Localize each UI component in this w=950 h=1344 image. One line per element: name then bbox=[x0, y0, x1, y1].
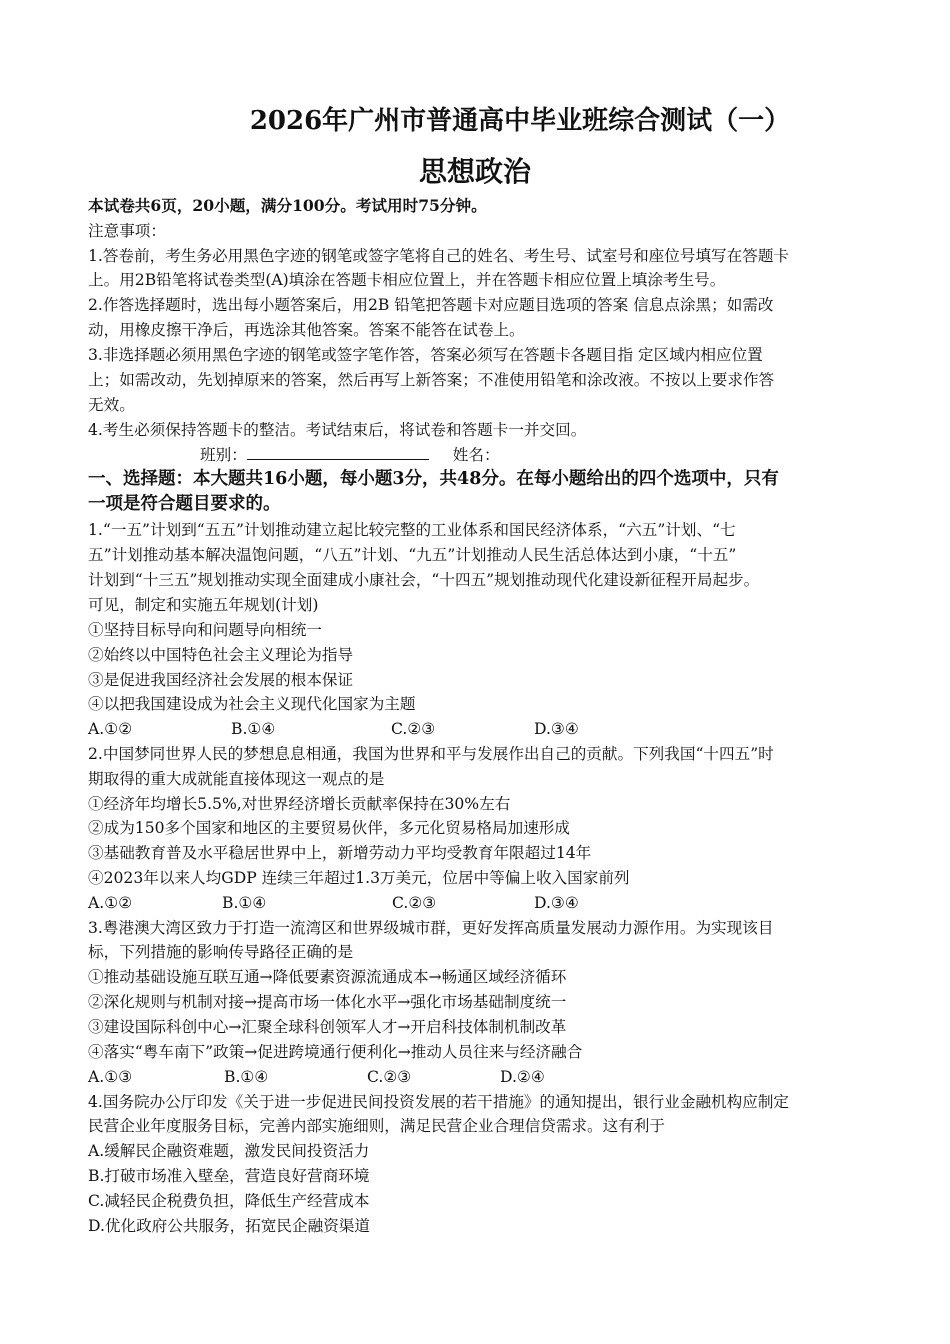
q2-item: ③基础教育普及水平稳居世界中上，新增劳动力平均受教育年限超过14年 bbox=[88, 844, 592, 862]
q2-option-d[interactable]: D.③④ bbox=[534, 894, 579, 912]
notice-line: 无效。 bbox=[88, 396, 135, 414]
q3-option-a[interactable]: A.①③ bbox=[88, 1068, 133, 1086]
exam-title: 2026年广州市普通高中毕业班综合测试（一） bbox=[249, 106, 791, 136]
q2-option-c[interactable]: C.②③ bbox=[392, 894, 437, 912]
q2-item: ②成为150多个国家和地区的主要贸易伙伴，多元化贸易格局加速形成 bbox=[88, 819, 570, 837]
q2-options bbox=[88, 893, 579, 913]
q1-option-c[interactable]: C.②③ bbox=[391, 720, 436, 738]
q2-item: ①经济年均增长5.5%,对世界经济增长贡献率保持在30%左右 bbox=[88, 795, 511, 813]
q3-stem: 标，下列措施的影响传导路径正确的是 bbox=[88, 943, 354, 961]
q1-stem: 可见，制定和实施五年规划(计划) bbox=[88, 596, 319, 614]
q1-item: ③是促进我国经济社会发展的根本保证 bbox=[88, 671, 354, 689]
q1-stem: 1.“一五”计划到“五五”计划推动建立起比较完整的工业体系和国民经济体系，“六五”计划、“七 bbox=[88, 521, 736, 539]
q3-item: ④落实“粤车南下”政策→促进跨境通行便利化→推动人员往来与经济融合 bbox=[88, 1043, 583, 1061]
notice-line: 动，用橡皮擦干净后，再选涂其他答案。答案不能答在试卷上。 bbox=[88, 321, 525, 339]
class-label: 班别： bbox=[200, 446, 247, 464]
notice-line: 2.作答选择题时，选出每小题答案后，用2B 铅笔把答题卡对应题目选项的答案 信息点涂黑；如需改 bbox=[88, 296, 774, 314]
q4-stem: 4.国务院办公厅印发《关于进一步促进民间投资发展的若干措施》的通知提出，银行业金融机构应制定 bbox=[88, 1093, 790, 1111]
q1-item: ②始终以中国特色社会主义理论为指导 bbox=[88, 646, 354, 664]
section-heading: 一项是符合题目要求的。 bbox=[88, 494, 281, 514]
q2-option-a[interactable]: A.①② bbox=[88, 894, 133, 912]
q4-option-d[interactable]: D.优化政府公共服务，拓宽民企融资渠道 bbox=[88, 1217, 370, 1235]
q3-option-c[interactable]: C.②③ bbox=[367, 1068, 412, 1086]
q2-option-b[interactable]: B.①④ bbox=[222, 894, 267, 912]
notice-line: 上；如需改动，先划掉原来的答案，然后再写上新答案；不准使用铅笔和涂改液。不按以上要求作答 bbox=[88, 371, 775, 389]
q1-item: ④以把我国建设成为社会主义现代化国家为主题 bbox=[88, 695, 416, 713]
q3-item: ③建设国际科创中心→汇聚全球科创领军人才→开启科技体制机制改革 bbox=[88, 1018, 567, 1036]
q3-item: ①推动基础设施互联互通→降低要素资源流通成本→畅通区域经济循环 bbox=[88, 968, 567, 986]
q1-option-a[interactable]: A.①② bbox=[88, 720, 133, 738]
q1-option-b[interactable]: B.①④ bbox=[231, 720, 276, 738]
q1-options bbox=[88, 719, 579, 739]
notice-line: 4.考生必须保持答题卡的整洁。考试结束后，将试卷和答题卡一并交回。 bbox=[88, 421, 587, 439]
notice-line: 上。用2B铅笔将试卷类型(A)填涂在答题卡相应位置上，并在答题卡相应位置上填涂考生号。 bbox=[88, 271, 726, 289]
q2-stem: 期取得的重大成就能直接体现这一观点的是 bbox=[88, 770, 385, 788]
q1-item: ①坚持目标导向和问题导向相统一 bbox=[88, 621, 322, 639]
subject-title: 思想政治 bbox=[418, 155, 531, 188]
q3-item: ②深化规则与机制对接→提高市场一体化水平→强化市场基础制度统一 bbox=[88, 993, 567, 1011]
q4-option-c[interactable]: C.减轻民企税费负担，降低生产经营成本 bbox=[88, 1192, 370, 1210]
q3-options bbox=[88, 1067, 545, 1087]
exam-intro: 本试卷共6页，20小题，满分100分。考试用时75分钟。 bbox=[88, 196, 487, 215]
section-heading: 一、选择题：本大题共16小题，每小题3分，共48分。在每小题给出的四个选项中，只有 bbox=[88, 469, 779, 489]
q1-stem: 计划到“十三五”规划推动实现全面建成小康社会，“十四五”规划推动现代化建设新征程开局起步。 bbox=[88, 571, 760, 589]
q3-stem: 3.粤港澳大湾区致力于打造一流湾区和世界级城市群，更好发挥高质量发展动力源作用。为实现该目 bbox=[88, 919, 774, 937]
student-fields bbox=[200, 445, 500, 465]
class-blank[interactable] bbox=[247, 445, 429, 460]
q3-option-b[interactable]: B.①④ bbox=[224, 1068, 269, 1086]
notice-heading: 注意事项： bbox=[88, 222, 166, 240]
q2-stem: 2.中国梦同世界人民的梦想息息相通，我国为世界和平与发展作出自己的贡献。下列我国“十四五”时 bbox=[88, 745, 774, 763]
notice-line: 1.答卷前，考生务必用黑色字迹的钢笔或签字笔将自己的姓名、考生号、试室号和座位号填写在答题卡 bbox=[88, 247, 790, 265]
q4-option-a[interactable]: A.缓解民企融资难题，激发民间投资活力 bbox=[88, 1142, 370, 1160]
notice-line: 3.非选择题必须用黑色字迹的钢笔或签字笔作答，答案必须写在答题卡各题目指 定区域内相应位置 bbox=[88, 346, 763, 364]
q1-option-d[interactable]: D.③④ bbox=[534, 720, 579, 738]
q1-stem: 五”计划推动基本解决温饱问题，“八五”计划、“九五”计划推动人民生活总体达到小康，“十五” bbox=[88, 546, 737, 564]
q2-item: ④2023年以来人均GDP 连续三年超过1.3万美元，位居中等偏上收入国家前列 bbox=[88, 869, 630, 887]
q4-option-b[interactable]: B.打破市场准入壁垒，营造良好营商环境 bbox=[88, 1167, 370, 1185]
q3-option-d[interactable]: D.②④ bbox=[500, 1068, 545, 1086]
q4-stem: 民营企业年度服务目标，完善内部实施细则，满足民营企业合理信贷需求。这有利于 bbox=[88, 1117, 665, 1135]
name-label: 姓名： bbox=[452, 446, 500, 464]
